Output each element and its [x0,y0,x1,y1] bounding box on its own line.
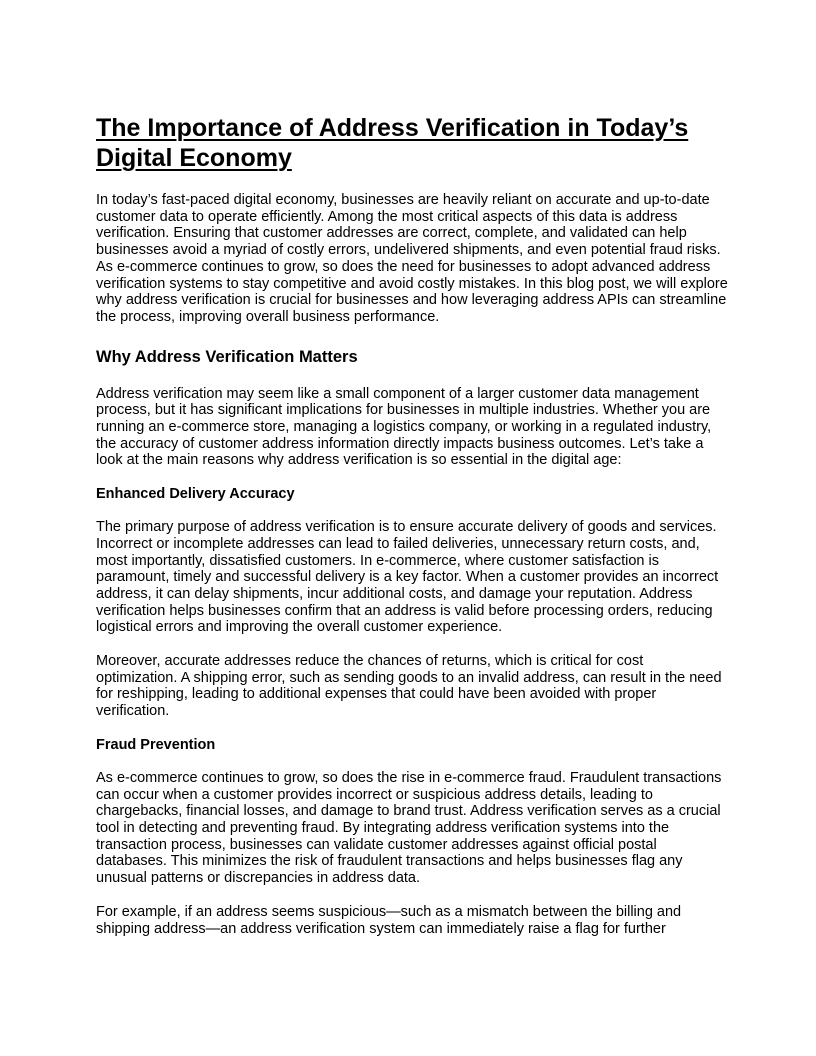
delivery-accuracy-paragraph-1: The primary purpose of address verification is to ensure accurate delivery of goods and services. Incorrect or incomplete addresses can lead to failed deliveries, unnecessary return costs, and, most importantly, dissatisfied customers. In e-commerce, where customer satisfaction is paramount, timely and successful delivery is a key factor. When a customer provides an incorrect address, it can delay shipments, incur additional costs, and damage your reputation. Address verification helps businesses confirm that an address is valid before processing orders, reducing logistical errors and improving the overall customer experience. [96,519,719,636]
document-page [96,113,728,954]
fraud-prevention-paragraph-1: As e-commerce continues to grow, so does the rise in e-commerce fraud. Fraudulent transactions can occur when a customer provides incorrect or suspicious address details, leading to chargebacks, financial losses, and damage to brand trust. Address verification serves as a crucial tool in detecting and preventing fraud. By integrating address verification systems into the transaction process, businesses can validate customer addresses against official postal databases. This minimizes the risk of fraudulent transactions and helps businesses flag any unusual patterns or discrepancies in address data. [96,769,722,887]
intro-paragraph: In today’s fast-paced digital economy, businesses are heavily reliant on accurate and up-to-date customer data to operate efficiently. Among the most critical aspects of this data is address verification. Ensuring that customer addresses are correct, complete, and validated can help businesses avoid a myriad of costly errors, undelivered shipments, and even potential fraud risks. As e-commerce continues to grow, so does the need for businesses to adopt advanced address verification systems to stay competitive and avoid costly mistakes. In this blog post, we will explore why address verification is crucial for businesses and how leveraging address APIs can streamline the process, improving overall business performance. [96,192,728,325]
section-paragraph-why-matters: Address verification may seem like a small component of a larger customer data management process, but it has significant implications for businesses in multiple industries. Whether you are running an e-commerce store, managing a logistics company, or working in a regulated industry, the accuracy of customer address information directly impacts business outcomes. Let’s take a look at the main reasons why address verification is so essential in the digital age: [96,385,712,469]
document-title: The Importance of Address Verification in Today’s Digital Economy [96,114,689,172]
subsection-heading-fraud-prevention: Fraud Prevention [96,736,216,753]
subsection-heading-delivery-accuracy: Enhanced Delivery Accuracy [96,486,295,503]
section-heading-why-matters: Why Address Verification Matters [96,347,358,366]
delivery-accuracy-paragraph-2: Moreover, accurate addresses reduce the chances of returns, which is critical for cost optimization. A shipping error, such as sending goods to an invalid address, can result in the need for reshipping, leading to additional expenses that could have been avoided with proper verification. [96,653,722,720]
fraud-prevention-paragraph-2: For example, if an address seems suspicious—such as a mismatch between the billing and shipping address—an address verification system can immediately raise a flag for further [96,903,682,937]
